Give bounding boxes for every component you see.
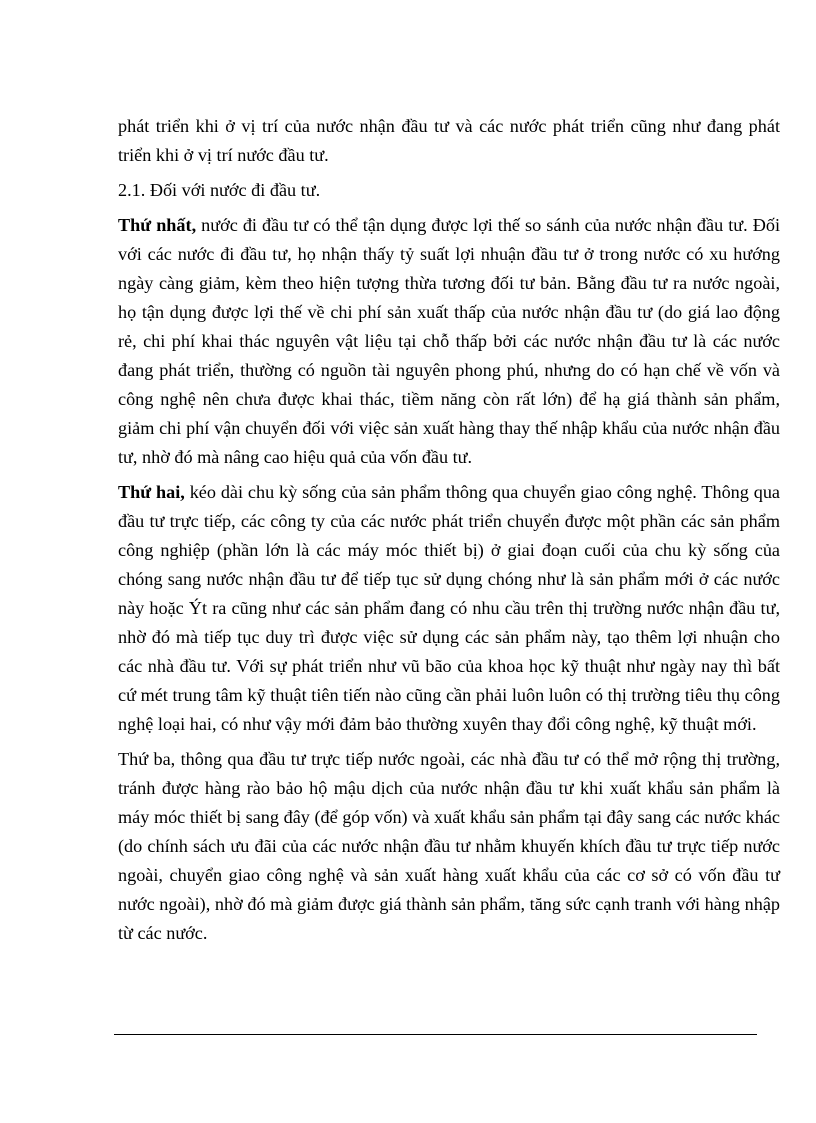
paragraph-lead: Thứ hai, bbox=[118, 482, 185, 502]
paragraph-continuation bbox=[118, 112, 780, 170]
paragraph-text: kéo dài chu kỳ sống của sản phẩm thông qua chuyển giao công nghệ. Thông qua đầu tư trực tiếp, các công ty của các nước phát triển chuyển được một phần các sản phẩm công nghiệp (phần lớn là các máy móc thiết bị) ở giai đoạn cuối của chu kỳ sống của chóng sang nước nhận đầu tư để tiếp tục sử dụng chóng như là sản phẩm mới ở các nước này hoặc Ýt ra cũng như các sản phẩm đang có nhu cầu trên thị trường nước nhận đầu tư, nhờ đó mà tiếp tục duy trì được việc sử dụng các sản phẩm này, tạo thêm lợi nhuận cho các nhà đầu tư. Với sự phát triển như vũ bão của khoa học kỹ thuật như ngày nay thì bất cứ mét trung tâm kỹ thuật tiên tiến nào cũng cần phải luôn luôn có thị trường tiêu thụ công nghệ loại hai, có như vậy mới đảm bảo thường xuyên thay đổi công nghệ, kỹ thuật mới. bbox=[118, 482, 780, 734]
document-body bbox=[118, 112, 780, 954]
footer-divider bbox=[114, 1034, 757, 1035]
paragraph-text: nước đi đầu tư có thể tận dụng được lợi thế so sánh của nước nhận đầu tư. Đối với các nước đi đầu tư, họ nhận thấy tỷ suất lợi nhuận đầu tư ở trong nước có xu hướng ngày càng giảm, kèm theo hiện tượng thừa tương đối tư bản. Bằng đầu tư ra nước ngoài, họ tận dụng được lợi thế về chi phí sản xuất thấp của nước nhận đầu tư (do giá lao động rẻ, chi phí khai thác nguyên vật liệu tại chỗ thấp bởi các nước nhận đầu tư là các nước đang phát triển, thường có nguồn tài nguyên phong phú, nhưng do có hạn chế về vốn và công nghệ nên chưa được khai thác, tiềm năng còn rất lớn) để hạ giá thành sản phẩm, giảm chi phí vận chuyển đối với việc sản xuất hàng thay thế nhập khẩu của nước nhận đầu tư, nhờ đó mà nâng cao hiệu quả của vốn đầu tư. bbox=[118, 215, 780, 467]
paragraph-text: Thứ ba, thông qua đầu tư trực tiếp nước ngoài, các nhà đầu tư có thể mở rộng thị trường, tránh được hàng rào bảo hộ mậu dịch của nước nhận đầu tư khi xuất khẩu sản phẩm là máy móc thiết bị sang đây (để góp vốn) và xuất khẩu sản phẩm tại đây sang các nước khác (do chính sách ưu đãi của các nước nhận đầu tư nhằm khuyến khích đầu tư trực tiếp nước ngoài, chuyển giao công nghệ và sản xuất hàng xuất khẩu của các cơ sở có vốn đầu tư nước ngoài), nhờ đó mà giảm được giá thành sản phẩm, tăng sức cạnh tranh với hàng nhập từ các nước. bbox=[118, 749, 780, 943]
paragraph-first-point bbox=[118, 211, 780, 472]
section-heading-text: 2.1. Đối với nước đi đầu tư. bbox=[118, 180, 321, 200]
paragraph-text: phát triển khi ở vị trí của nước nhận đầu tư và các nước phát triển cũng như đang phát triển khi ở vị trí nước đầu tư. bbox=[118, 116, 780, 165]
section-heading bbox=[118, 176, 780, 205]
paragraph-third-point bbox=[118, 745, 780, 948]
paragraph-second-point bbox=[118, 478, 780, 739]
paragraph-lead: Thứ nhất, bbox=[118, 215, 197, 235]
